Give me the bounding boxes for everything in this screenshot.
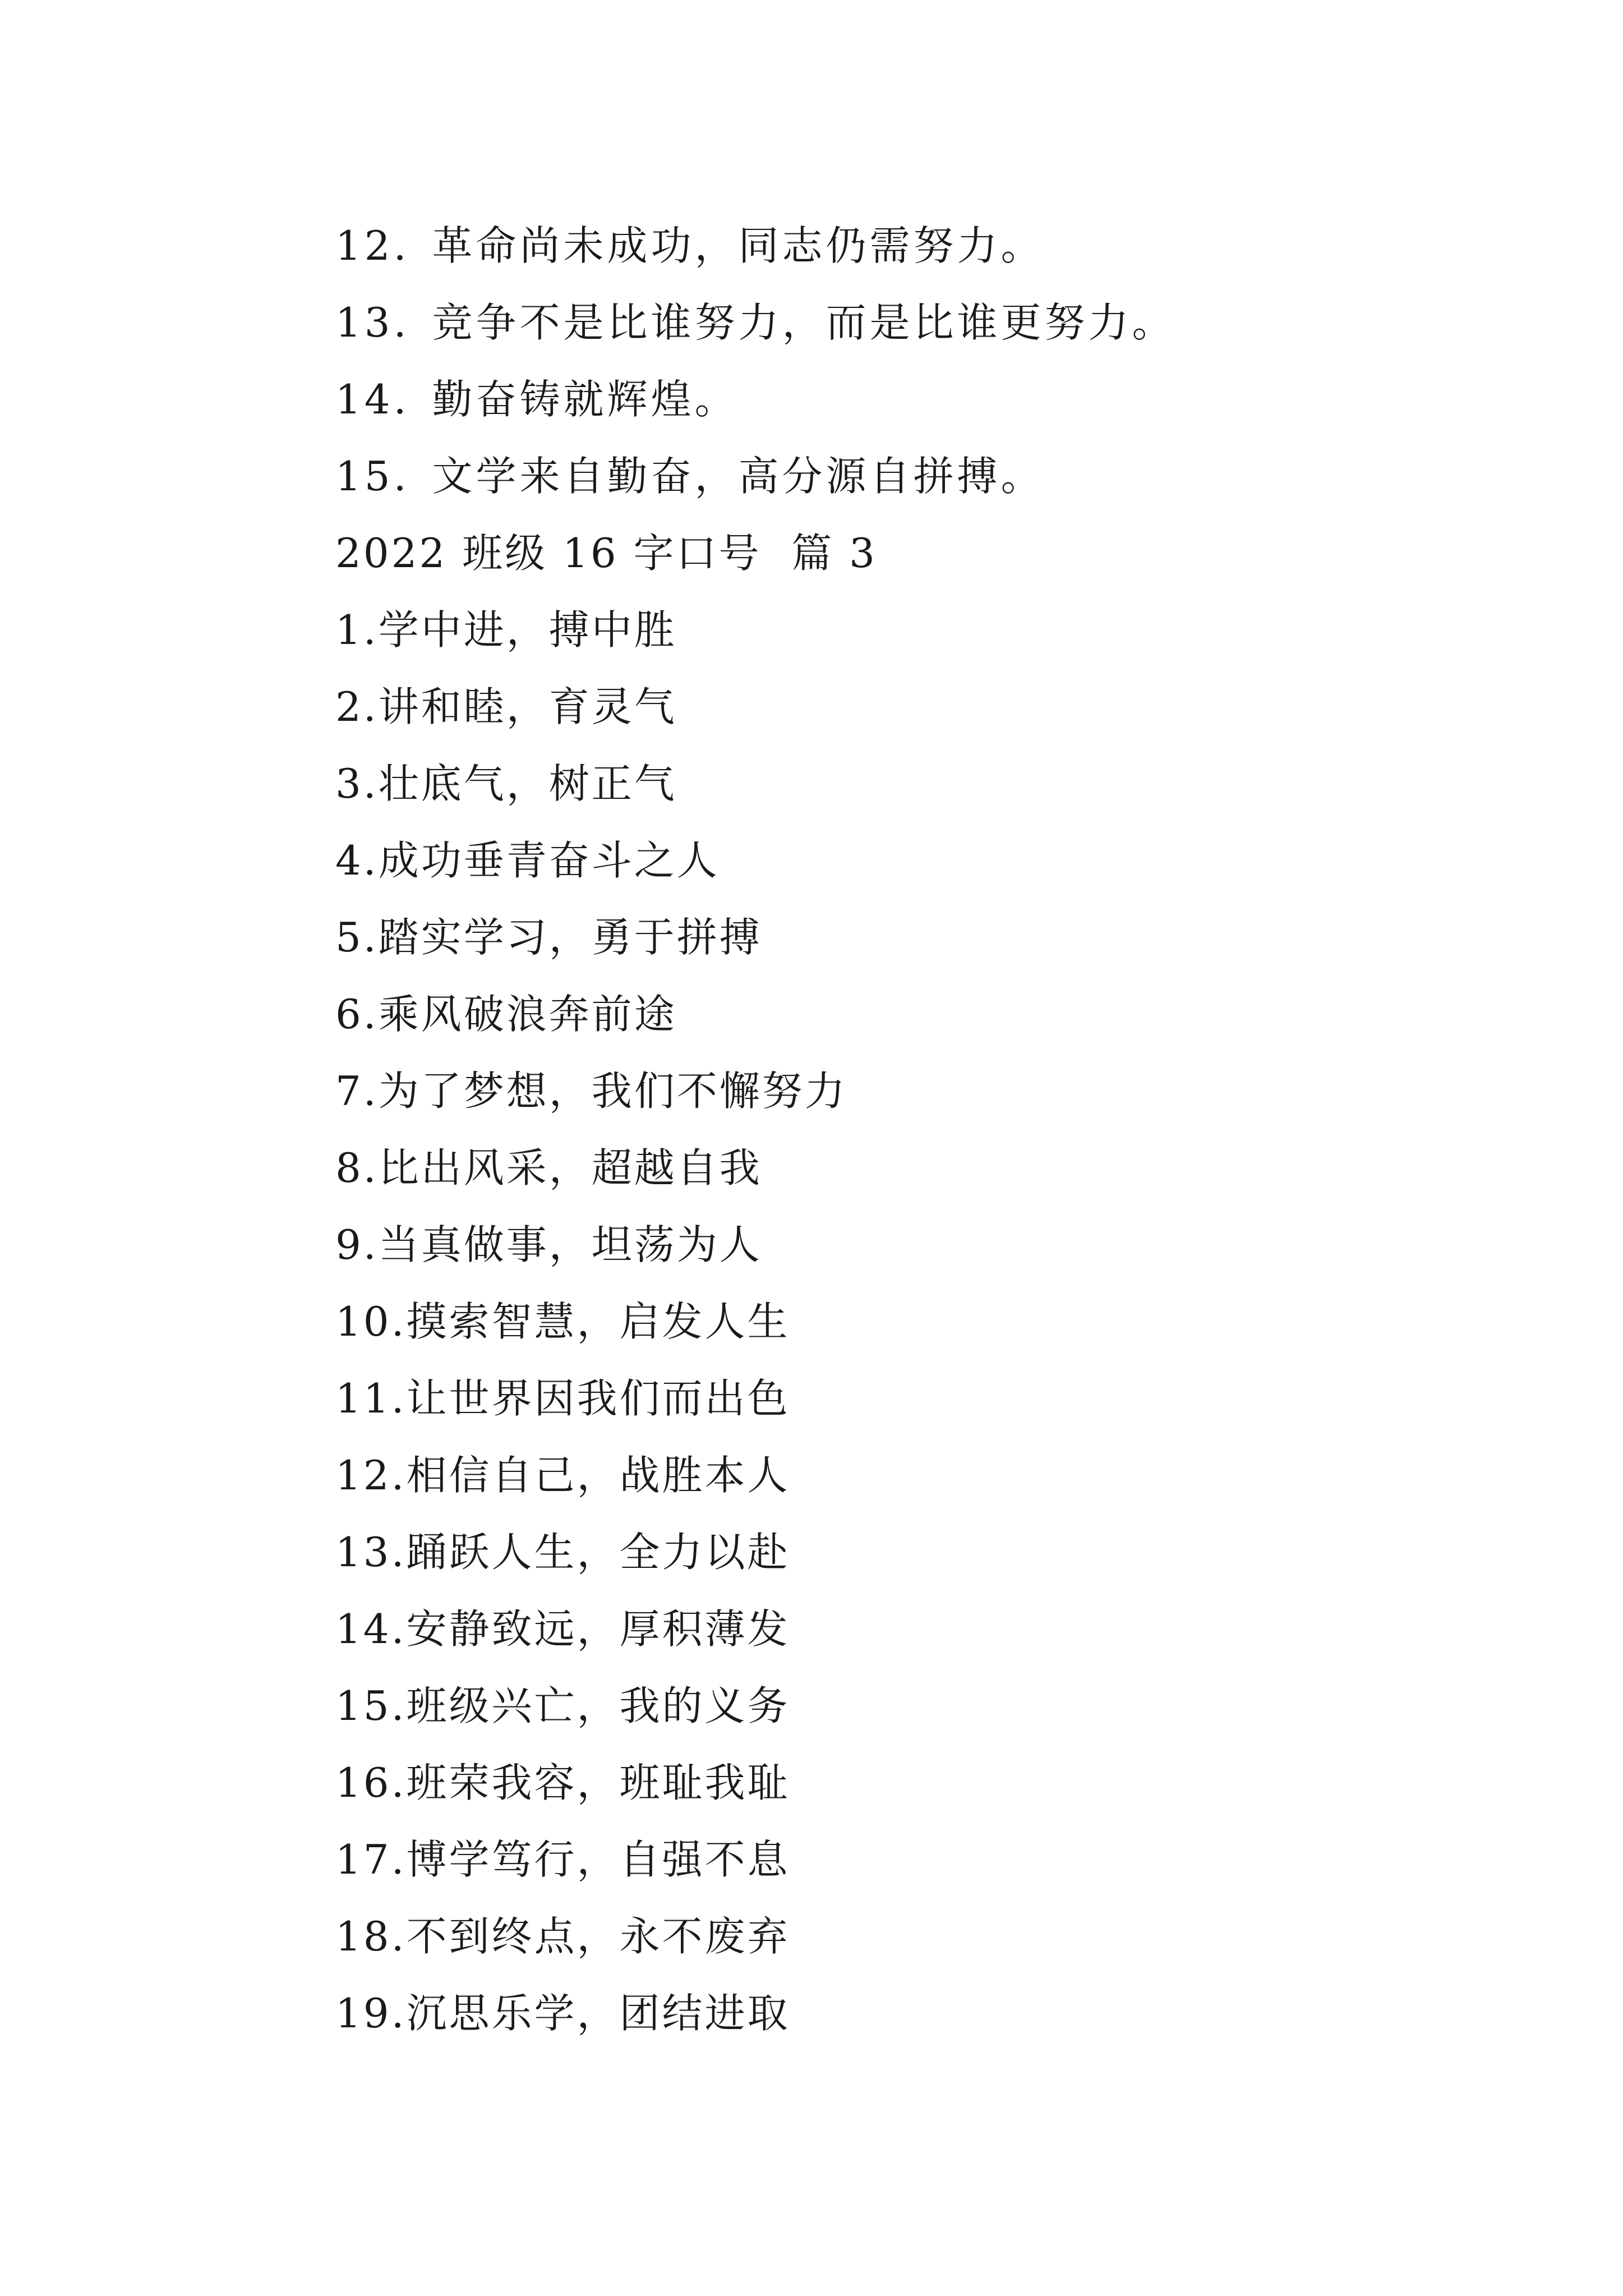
- item-text: 踊跃人生，全力以赴: [406, 1529, 790, 1576]
- item-number: 12.: [335, 222, 410, 269]
- list-item: [335, 1591, 1457, 1668]
- list-item: [335, 1745, 1457, 1821]
- list-item: [335, 1360, 1457, 1437]
- item-text: 竞争不是比谁努力，而是比谁更努力。: [432, 299, 1176, 346]
- item-number: 16.: [335, 1759, 407, 1806]
- item-number: 7.: [335, 1068, 379, 1115]
- item-number: 12.: [335, 1452, 407, 1499]
- item-number: 18.: [335, 1913, 407, 1960]
- list-item: [335, 361, 1457, 438]
- item-number: 10.: [335, 1298, 407, 1345]
- item-text: 安静致远，厚积薄发: [406, 1605, 790, 1653]
- item-text: 壮底气，树正气: [378, 760, 677, 807]
- item-text: 不到终点，永不废弃: [406, 1913, 790, 1960]
- item-text: 讲和睦，育灵气: [378, 683, 677, 730]
- list-item: [335, 208, 1457, 284]
- item-text: 踏实学习，勇于拼搏: [378, 914, 762, 961]
- item-text: 为了梦想，我们不懈努力: [378, 1068, 847, 1115]
- item-number: 4.: [335, 837, 379, 884]
- item-text: 博学笃行，自强不息: [406, 1836, 790, 1883]
- item-text: 沉思乐学，团结进取: [406, 1990, 790, 2037]
- list-item: [335, 592, 1457, 669]
- list-item: [335, 1053, 1457, 1130]
- document-body: [335, 208, 1457, 2052]
- item-number: 6.: [335, 991, 379, 1038]
- item-number: 15.: [335, 453, 410, 500]
- item-text: 成功垂青奋斗之人: [378, 837, 720, 884]
- item-text: 让世界因我们而出色: [406, 1375, 790, 1422]
- item-number: 13.: [335, 1529, 407, 1576]
- item-number: 14.: [335, 376, 410, 423]
- item-text: 学中进，搏中胜: [378, 606, 677, 654]
- item-number: 5.: [335, 914, 379, 961]
- list-item: [335, 438, 1457, 515]
- list-item: [335, 822, 1457, 899]
- item-number: 14.: [335, 1605, 407, 1653]
- section-heading: 2022 班级 16 字口号 篇 3: [335, 530, 877, 577]
- list-item: [335, 976, 1457, 1053]
- item-number: 15.: [335, 1682, 407, 1729]
- item-number: 11.: [335, 1375, 407, 1422]
- item-number: 13.: [335, 299, 410, 346]
- list-item: [335, 1437, 1457, 1514]
- item-text: 班级兴亡，我的义务: [406, 1682, 790, 1729]
- item-text: 文学来自勤奋，高分源自拼搏。: [432, 453, 1045, 500]
- list-item: [335, 1514, 1457, 1591]
- item-number: 3.: [335, 760, 379, 807]
- list-item: [335, 1898, 1457, 1975]
- list-item: [335, 1130, 1457, 1207]
- item-number: 8.: [335, 1144, 379, 1191]
- item-text: 班荣我容，班耻我耻: [406, 1759, 790, 1806]
- item-text: 革命尚未成功，同志仍需努力。: [432, 222, 1045, 269]
- list-item: [335, 899, 1457, 976]
- item-text: 当真做事，坦荡为人: [378, 1221, 762, 1268]
- item-text: 摸索智慧，启发人生: [406, 1298, 790, 1345]
- list-item: [335, 1821, 1457, 1898]
- item-text: 勤奋铸就辉煌。: [432, 376, 739, 423]
- item-text: 相信自己，战胜本人: [406, 1452, 790, 1499]
- item-number: 1.: [335, 606, 379, 654]
- list-item: [335, 1975, 1457, 2052]
- list-item: [335, 746, 1457, 822]
- list-item: [335, 284, 1457, 361]
- list-item: [335, 1668, 1457, 1745]
- item-text: 比出风采，超越自我: [378, 1144, 762, 1191]
- list-item: [335, 1207, 1457, 1283]
- list-item: [335, 669, 1457, 746]
- item-number: 9.: [335, 1221, 379, 1268]
- item-number: 2.: [335, 683, 379, 730]
- item-number: 17.: [335, 1836, 407, 1883]
- item-text: 乘风破浪奔前途: [378, 991, 677, 1038]
- list-item: [335, 1283, 1457, 1360]
- item-number: 19.: [335, 1990, 407, 2037]
